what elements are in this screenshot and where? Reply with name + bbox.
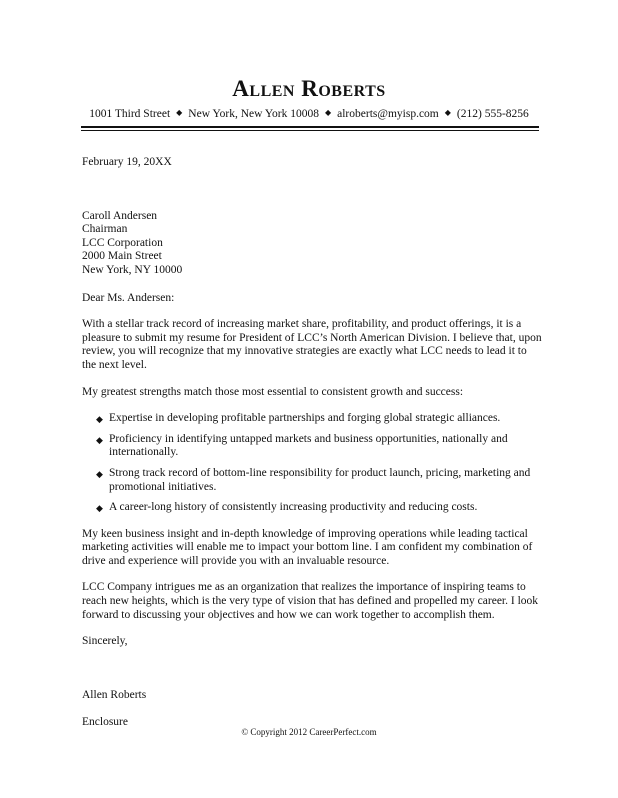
list-item-text: Expertise in developing profitable partnerships and forging global strategic alliances. xyxy=(109,412,501,425)
paragraph-company: LCC Company intrigues me as an organization that realizes the importance of inspiring teams to reach new heights, which is the very type of vision that has defined and propelled my career. I look forward to discussing your objectives and how we can work together to accomplish them. xyxy=(82,581,539,621)
paragraph-intro: With a stellar track record of increasing market share, profitability, and product offerings, it is a pleasure to submit my resume for President of LCC’s North American Division. I believe that, upon review, you will recognize that my innovative strategies are exactly what LCC needs to lead it to the next level. xyxy=(82,318,542,371)
paragraph-insight: My keen business insight and in-depth knowledge of improving operations while leading tactical marketing activities will enable me to impact your bottom line. I am confident my combination of drive and experience will provide you with an invaluable resource. xyxy=(82,527,533,567)
letter-date: February 19, 20XX xyxy=(82,156,172,168)
list-item-text: Strong track record of bottom-line responsibility for product launch, pricing, marketing and promotional initiatives. xyxy=(109,466,531,493)
recipient-block xyxy=(82,210,542,278)
sender-name: Allen Roberts xyxy=(232,76,386,101)
diamond-bullet-icon: ◆ xyxy=(96,414,103,425)
header-rule-thick xyxy=(81,126,539,128)
closing: Sincerely, xyxy=(82,635,128,648)
diamond-separator-icon: ◆ xyxy=(176,108,183,117)
list-item-text: Proficiency in identifying untapped markets and business opportunities, nationally and internationally. xyxy=(109,432,508,459)
recipient-title: Chairman xyxy=(82,223,128,236)
diamond-bullet-icon: ◆ xyxy=(96,434,103,445)
contact-line xyxy=(0,106,618,121)
recipient-city: New York, NY 10000 xyxy=(82,263,183,276)
recipient-street: 2000 Main Street xyxy=(82,250,162,263)
header-rule-thin xyxy=(81,130,539,131)
letter-body xyxy=(82,156,542,730)
sender-address: 1001 Third Street xyxy=(89,108,171,120)
list-item-text: A career-long history of consistently increasing productivity and reducing costs. xyxy=(109,501,478,514)
recipient-name: Caroll Andersen xyxy=(82,209,158,222)
salutation: Dear Ms. Andersen: xyxy=(82,291,175,304)
diamond-separator-icon: ◆ xyxy=(444,108,451,117)
sender-email: alroberts@myisp.com xyxy=(337,108,439,120)
sender-phone: (212) 555-8256 xyxy=(456,108,529,120)
signature-name: Allen Roberts xyxy=(82,688,147,701)
paragraph-strengths: My greatest strengths match those most essential to consistent growth and success: xyxy=(82,385,464,398)
diamond-bullet-icon: ◆ xyxy=(96,503,103,514)
copyright-notice: © Copyright 2012 CareerPerfect.com xyxy=(241,727,377,737)
list-item xyxy=(82,501,542,515)
diamond-bullet-icon: ◆ xyxy=(96,468,103,479)
list-item xyxy=(82,467,542,494)
strengths-list xyxy=(82,412,542,515)
recipient-company: LCC Corporation xyxy=(82,236,163,249)
diamond-separator-icon: ◆ xyxy=(324,108,332,117)
enclosure-note: Enclosure xyxy=(82,716,128,729)
list-item xyxy=(82,412,542,426)
sender-city: New York, New York 10008 xyxy=(188,108,319,120)
list-item xyxy=(82,433,542,460)
